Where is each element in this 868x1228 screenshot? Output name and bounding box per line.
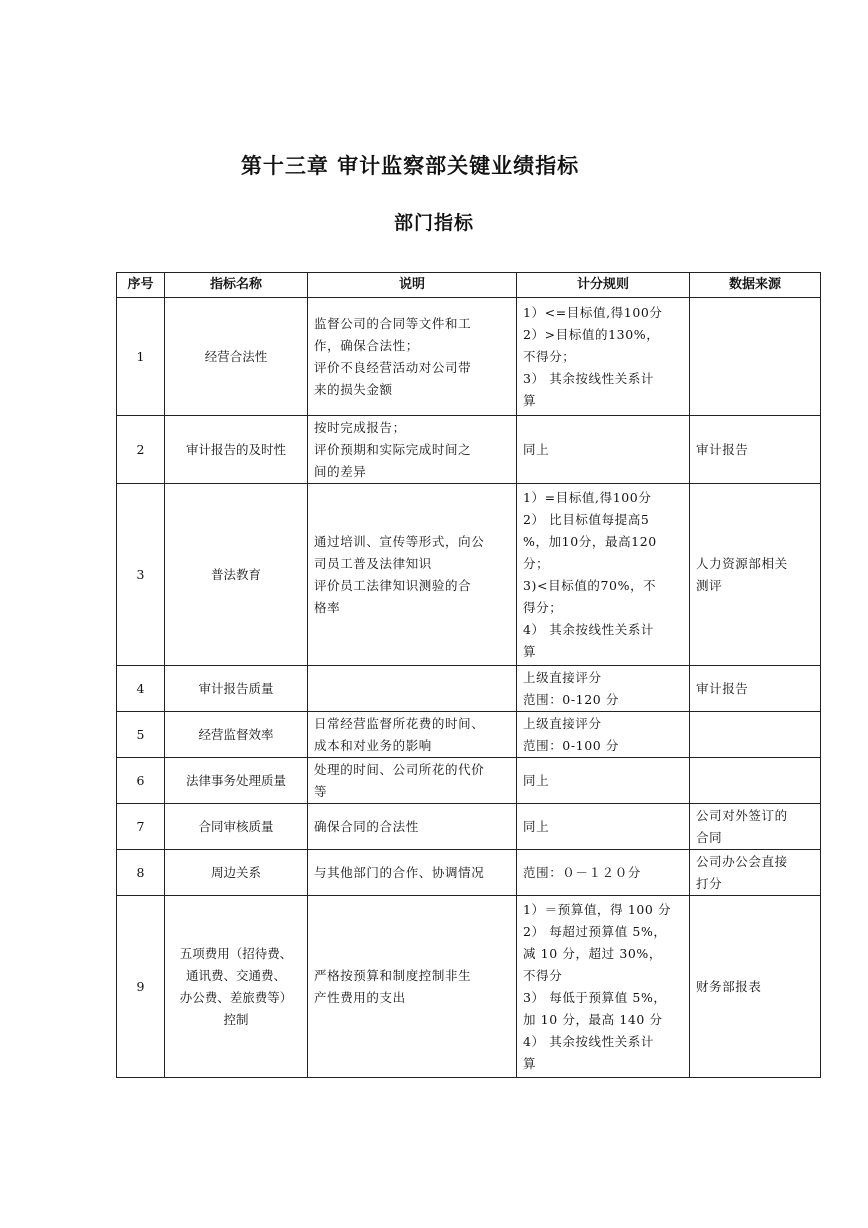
cell-text-line: 1）＝预算值，得 100 分 <box>523 901 672 917</box>
cell-text-line: 打分 <box>696 875 723 891</box>
cell-index: 5 <box>117 712 165 758</box>
table-row <box>117 666 821 712</box>
cell-scoring-rule <box>517 666 690 712</box>
cell-text-line: 审计报告 <box>696 680 749 696</box>
cell-text-line: 严格按预算和制度控制非生 <box>314 967 472 983</box>
cell-description <box>308 298 517 416</box>
cell-data-source <box>690 758 821 804</box>
cell-text-line: 通过培训、宣传等形式，向公 <box>314 533 485 549</box>
cell-text-line: 合同 <box>696 829 723 845</box>
cell-text-line: 上级直接评分 <box>523 715 602 731</box>
cell-scoring-rule <box>517 484 690 666</box>
table-row <box>117 896 821 1078</box>
cell-text-line: 得分； <box>523 599 563 615</box>
cell-indicator-name <box>165 712 308 758</box>
cell-text-line: 算 <box>523 392 537 408</box>
cell-text-line: 与其他部门的合作、协调情况 <box>314 864 485 880</box>
cell-text-line: 加 10 分，最高 140 分 <box>523 1011 663 1027</box>
cell-data-source <box>690 416 821 484</box>
cell-text-line: 3） 其余按线性关系计 <box>523 370 655 386</box>
cell-text-line: 3)<目标值的70%，不 <box>523 577 657 593</box>
cell-text-line: 通讯费、交通费、 <box>185 967 286 983</box>
cell-index: 8 <box>117 850 165 896</box>
cell-scoring-rule <box>517 712 690 758</box>
cell-text-line: 日常经营监督所花费的时间、 <box>314 715 485 731</box>
table-row <box>117 758 821 804</box>
header-indicator-name: 指标名称 <box>165 273 308 298</box>
cell-text-line: 产性费用的支出 <box>314 989 406 1005</box>
cell-indicator-name <box>165 850 308 896</box>
cell-text-line: 办公费、差旅费等） <box>179 989 293 1005</box>
cell-text-line: 周边关系 <box>210 864 261 880</box>
cell-indicator-name <box>165 896 308 1078</box>
table-row <box>117 850 821 896</box>
cell-description <box>308 484 517 666</box>
cell-text-line: 司员工普及法律知识 <box>314 555 432 571</box>
table-row <box>117 484 821 666</box>
cell-text-line: 按时完成报告； <box>314 419 406 435</box>
kpi-table <box>116 272 821 1078</box>
cell-text-line: 处理的时间、公司所花的代价 <box>314 761 485 777</box>
table-row <box>117 804 821 850</box>
cell-description <box>308 666 517 712</box>
table-row <box>117 416 821 484</box>
cell-text-line: 格率 <box>314 599 341 615</box>
cell-scoring-rule <box>517 804 690 850</box>
cell-scoring-rule <box>517 758 690 804</box>
cell-text-line: 2）>目标值的130%， <box>523 326 660 342</box>
cell-text-line: 来的损失金额 <box>314 381 393 397</box>
section-title: 部门指标 <box>393 212 474 234</box>
cell-description <box>308 896 517 1078</box>
cell-indicator-name <box>165 666 308 712</box>
cell-text-line: 财务部报表 <box>696 978 762 994</box>
cell-text-line: 4） 其余按线性关系计 <box>523 621 655 637</box>
cell-text-line: 合同审核质量 <box>198 818 274 834</box>
header-data-source: 数据来源 <box>690 273 821 298</box>
cell-index: 6 <box>117 758 165 804</box>
cell-description <box>308 758 517 804</box>
cell-text-line: 评价不良经营活动对公司带 <box>314 359 472 375</box>
cell-text-line: 五项费用（招待费、 <box>179 945 293 961</box>
cell-text-line: 成本和对业务的影响 <box>314 737 432 753</box>
cell-text-line: 公司对外签订的 <box>696 807 788 823</box>
cell-scoring-rule <box>517 416 690 484</box>
cell-description <box>308 804 517 850</box>
cell-text-line: 公司办公会直接 <box>696 853 788 869</box>
cell-indicator-name <box>165 758 308 804</box>
cell-index: 4 <box>117 666 165 712</box>
cell-text-line: 评价员工法律知识测验的合 <box>314 577 472 593</box>
cell-text-line: 分； <box>523 555 550 571</box>
table-row <box>117 712 821 758</box>
header-index: 序号 <box>117 273 165 298</box>
cell-text-line: 范围：0-120 分 <box>523 691 620 707</box>
cell-text-line: 审计报告的及时性 <box>185 441 286 457</box>
table-row <box>117 298 821 416</box>
cell-text-line: 3） 每低于预算值 5%， <box>523 989 667 1005</box>
cell-data-source <box>690 298 821 416</box>
cell-text-line: 4） 其余按线性关系计 <box>523 1033 655 1049</box>
cell-text-line: 确保合同的合法性 <box>314 818 419 834</box>
cell-text-line: %，加10分，最高120 <box>523 533 657 549</box>
cell-index: 2 <box>117 416 165 484</box>
cell-text-line: 同上 <box>523 441 550 457</box>
cell-text-line: 同上 <box>523 818 550 834</box>
cell-text-line: 等 <box>314 783 328 799</box>
cell-text-line: 不得分 <box>523 967 563 983</box>
cell-text-line: 经营合法性 <box>204 348 268 364</box>
cell-text-line: 2） 每超过预算值 5%， <box>523 923 667 939</box>
chapter-title: 第十三章 审计监察部关键业绩指标 <box>240 154 580 178</box>
cell-data-source <box>690 804 821 850</box>
cell-index: 1 <box>117 298 165 416</box>
cell-text-line: 经营监督效率 <box>198 726 274 742</box>
cell-scoring-rule <box>517 850 690 896</box>
cell-indicator-name <box>165 484 308 666</box>
cell-indicator-name <box>165 416 308 484</box>
cell-description <box>308 850 517 896</box>
cell-text-line: 评价预期和实际完成时间之 <box>314 441 472 457</box>
cell-text-line: 人力资源部相关 <box>696 555 788 571</box>
table-header-row <box>117 273 821 298</box>
cell-text-line: 范围：０－１２０分 <box>523 864 641 880</box>
cell-text-line: 监督公司的合同等文件和工 <box>314 315 472 331</box>
cell-text-line: 控制 <box>223 1011 249 1027</box>
cell-text-line: 审计报告质量 <box>198 680 274 696</box>
cell-text-line: 算 <box>523 1055 537 1071</box>
cell-text-line: 测评 <box>696 577 723 593</box>
cell-text-line: 2） 比目标值每提高5 <box>523 511 650 527</box>
header-description: 说明 <box>308 273 517 298</box>
cell-index: 9 <box>117 896 165 1078</box>
cell-scoring-rule <box>517 298 690 416</box>
cell-index: 3 <box>117 484 165 666</box>
cell-data-source <box>690 666 821 712</box>
cell-data-source <box>690 850 821 896</box>
cell-description <box>308 712 517 758</box>
cell-text-line: 同上 <box>523 772 550 788</box>
cell-scoring-rule <box>517 896 690 1078</box>
cell-description <box>308 416 517 484</box>
cell-text-line: 算 <box>523 643 537 659</box>
cell-data-source <box>690 484 821 666</box>
cell-index: 7 <box>117 804 165 850</box>
cell-data-source <box>690 896 821 1078</box>
cell-text-line: 不得分； <box>523 348 576 364</box>
cell-text-line: 法律事务处理质量 <box>185 772 286 788</box>
cell-data-source <box>690 712 821 758</box>
cell-text-line: 间的差异 <box>314 463 367 479</box>
cell-text-line: 审计报告 <box>696 441 749 457</box>
cell-indicator-name <box>165 804 308 850</box>
cell-text-line: 1）=目标值,得100分 <box>523 489 652 505</box>
cell-indicator-name <box>165 298 308 416</box>
cell-text-line: 减 10 分，超过 30%， <box>523 945 663 961</box>
cell-text-line: 上级直接评分 <box>523 669 602 685</box>
cell-text-line: 普法教育 <box>210 566 261 582</box>
header-scoring-rule: 计分规则 <box>517 273 690 298</box>
cell-text-line: 1）<=目标值,得100分 <box>523 304 663 320</box>
cell-text-line: 范围：0-100 分 <box>523 737 620 753</box>
cell-text-line: 作，确保合法性； <box>314 337 419 353</box>
